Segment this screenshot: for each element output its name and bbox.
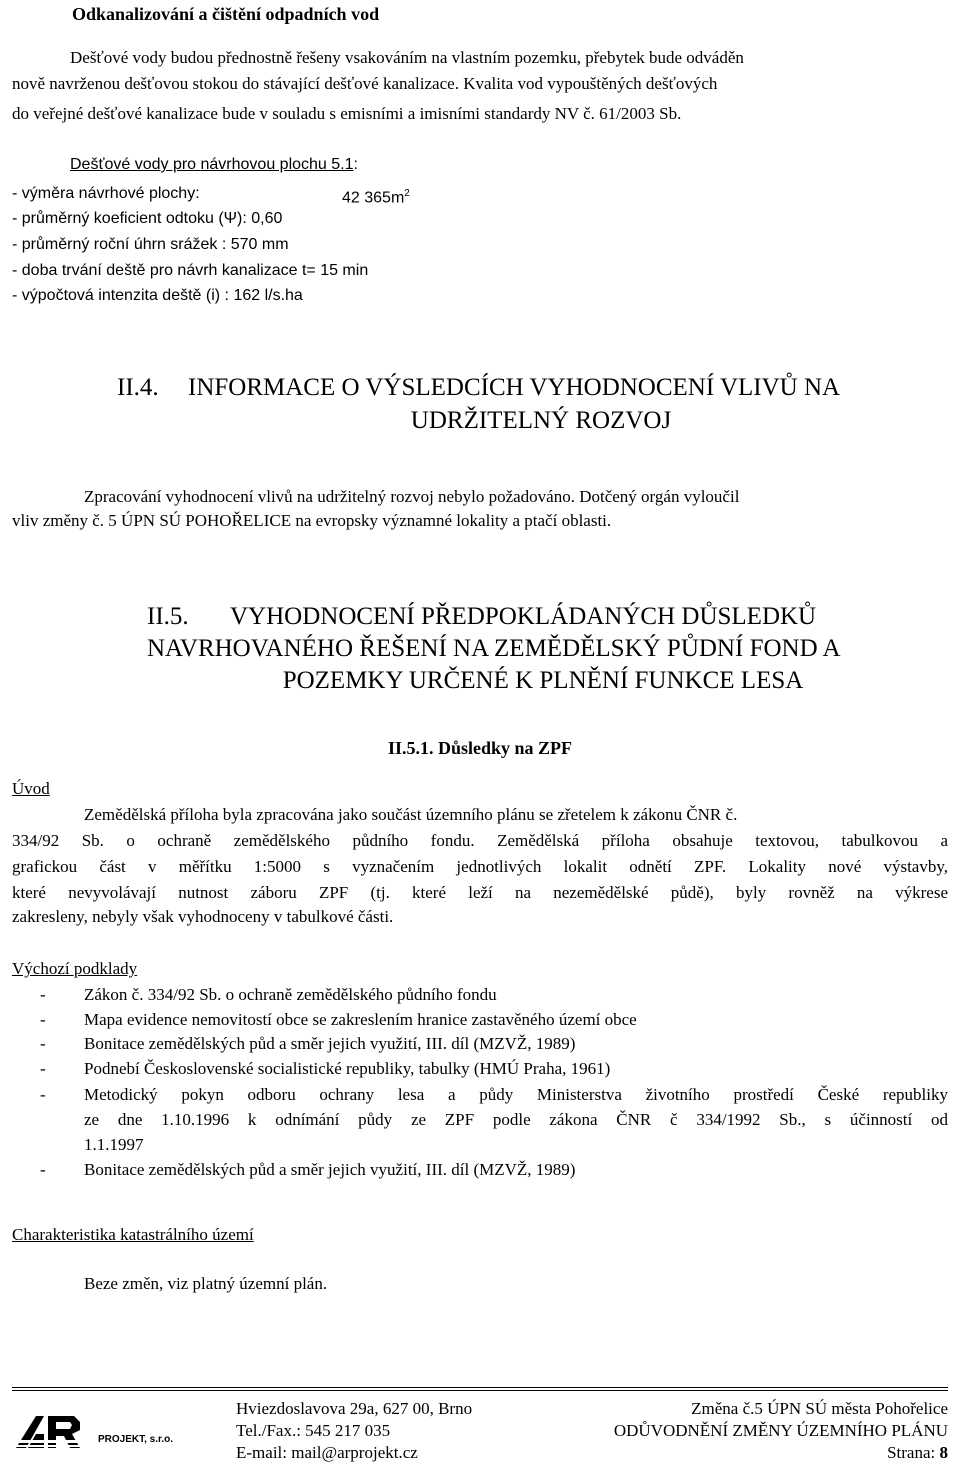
plocha-row-label: - doba trvání deště pro návrh kanalizace t= xyxy=(12,262,316,279)
paragraph-line: vliv změny č. 5 ÚPN SÚ POHOŘELICE na evropsky významné lokality a ptačí oblasti. xyxy=(12,511,612,530)
heading-number: II.4. xyxy=(117,374,159,401)
phone-line: Tel./Fax.: 545 217 035 xyxy=(236,1421,391,1440)
footer-rule xyxy=(12,1390,948,1391)
plocha-title-text: Dešťové vody pro návrhovou plochu 5.1 xyxy=(70,156,354,173)
list-item: Metodický pokyn odboru ochrany lesa a půdy Ministerstva životního prostředí České republiky xyxy=(84,1085,948,1104)
list-item: Bonitace zemědělských půd a směr jejich využití, III. díl (MZVŽ, 1989) xyxy=(84,1034,576,1053)
section-title: Odkanalizování a čištění odpadních vod xyxy=(72,4,380,24)
list-dash: - xyxy=(40,1085,46,1104)
plocha-row xyxy=(12,258,368,284)
plocha-title xyxy=(70,152,358,178)
paragraph-line: do veřejné dešťové kanalizace bude v souladu s emisními a imisními standardy NV č. 61/2003 Sb. xyxy=(12,104,682,123)
logo-text: PROJEKT, s.r.o. xyxy=(98,1434,174,1445)
heading-line: INFORMACE O VÝSLEDCÍCH VYHODNOCENÍ VLIVŮ NA xyxy=(188,374,841,401)
footer-address xyxy=(236,1398,472,1464)
plocha-row-value: 15 min xyxy=(320,262,369,279)
value-text: 42 365m xyxy=(342,189,405,207)
company-logo xyxy=(14,1410,174,1460)
page-number: 8 xyxy=(939,1443,948,1462)
footer-rule xyxy=(12,1387,948,1388)
page-label: Strana: xyxy=(887,1443,936,1462)
page-indicator xyxy=(528,1442,948,1464)
heading-line: NAVRHOVANÉHO ŘEŠENÍ NA ZEMĚDĚLSKÝ PŮDNÍ FOND A xyxy=(147,635,841,662)
plocha-row-value: 570 mm xyxy=(230,236,289,253)
plocha-row-label: - průměrný roční úhrn srážek : xyxy=(12,236,227,253)
katastr-label: Charakteristika katastrálního území xyxy=(12,1225,254,1244)
list-dash: - xyxy=(40,1010,46,1029)
podklady-label: Výchozí podklady xyxy=(12,959,138,978)
heading-number: II.5. xyxy=(147,603,189,630)
list-item: Zákon č. 334/92 Sb. o ochraně zemědělského půdního fondu xyxy=(84,985,497,1004)
paragraph-line: 334/92 Sb. o ochraně zemědělského půdního fondu. Zemědělská příloha obsahuje textovou, tabulkovou a xyxy=(12,831,948,850)
paragraph-line: Zpracování vyhodnocení vlivů na udržitelný rozvoj nebylo požadováno. Dotčený orgán vyloučil xyxy=(84,487,740,506)
plocha-row xyxy=(12,232,289,258)
list-dash: - xyxy=(40,985,46,1004)
list-dash: - xyxy=(40,1034,46,1053)
heading-line: VYHODNOCENÍ PŘEDPOKLÁDANÝCH DŮSLEDKŮ xyxy=(230,603,817,630)
list-dash: - xyxy=(40,1160,46,1179)
katastr-text: Beze změn, viz platný územní plán. xyxy=(84,1274,328,1293)
plocha-row-value: 0,60 xyxy=(251,210,283,227)
doc-subtitle: ODŮVODNĚNÍ ZMĚNY ÚZEMNÍHO PLÁNU xyxy=(613,1421,948,1440)
plocha-row-label: - průměrný koeficient odtoku (Ψ): xyxy=(12,210,247,227)
plocha-row-value xyxy=(342,181,410,211)
plocha-row xyxy=(12,283,303,309)
paragraph-line: nově navrženou dešťovou stokou do stávající dešťové kanalizace. Kvalita vod vypouštěných dešťových xyxy=(12,74,718,93)
subheading: II.5.1. Důsledky na ZPF xyxy=(387,738,573,758)
list-dash: - xyxy=(40,1059,46,1078)
doc-title: Změna č.5 ÚPN SÚ města Pohořelice xyxy=(691,1399,948,1418)
plocha-row xyxy=(12,181,410,207)
paragraph-line: Dešťové vody budou přednostně řešeny vsakováním na vlastním pozemku, přebytek bude odváděn xyxy=(70,48,744,67)
uvod-label: Úvod xyxy=(12,779,50,798)
list-item: Bonitace zemědělských půd a směr jejich využití, III. díl (MZVŽ, 1989) xyxy=(84,1160,576,1179)
paragraph-line: Zemědělská příloha byla zpracována jako součást územního plánu se zřetelem k zákonu ČNR č. xyxy=(84,805,738,824)
list-item-continuation: ze dne 1.10.1996 k odnímání půdy ze ZPF podle zákona ČNR č 334/1992 Sb., s účinností od xyxy=(84,1110,948,1129)
plocha-row xyxy=(12,206,282,232)
plocha-title-colon: : xyxy=(353,156,358,173)
address-line: Hviezdoslavova 29a, 627 00, Brno xyxy=(236,1399,473,1418)
plocha-row-value: 162 l/s.ha xyxy=(233,287,303,304)
heading-line: POZEMKY URČENÉ K PLNĚNÍ FUNKCE LESA xyxy=(282,667,804,694)
footer-doc-info xyxy=(528,1398,948,1464)
email-link[interactable]: E-mail: mail@arprojekt.cz xyxy=(236,1443,418,1462)
paragraph-line: zakresleny, nebyly však vyhodnoceny v tabulkové části. xyxy=(12,907,394,926)
plocha-row-label: - výpočtová intenzita deště (i) : xyxy=(12,287,229,304)
paragraph-line: grafickou část v měřítku 1:5000 s vyznačením jednotlivých lokalit odnětí ZPF. Lokality nové výstavby, xyxy=(12,857,948,876)
list-item: Mapa evidence nemovitostí obce se zakreslením hranice zastavěného území obce xyxy=(84,1010,637,1029)
superscript: 2 xyxy=(404,188,410,199)
heading-line: UDRŽITELNÝ ROZVOJ xyxy=(410,407,672,434)
list-item: Podnebí Československé socialistické republiky, tabulky (HMÚ Praha, 1961) xyxy=(84,1059,611,1078)
paragraph-line: které nevyvolávají nutnost záboru ZPF (tj. které leží na nezemědělské půdě), byly rovněž na výkrese xyxy=(12,883,948,902)
plocha-row-label: - výměra návrhové plochy: xyxy=(12,185,200,202)
list-item-continuation: 1.1.1997 xyxy=(84,1135,144,1154)
